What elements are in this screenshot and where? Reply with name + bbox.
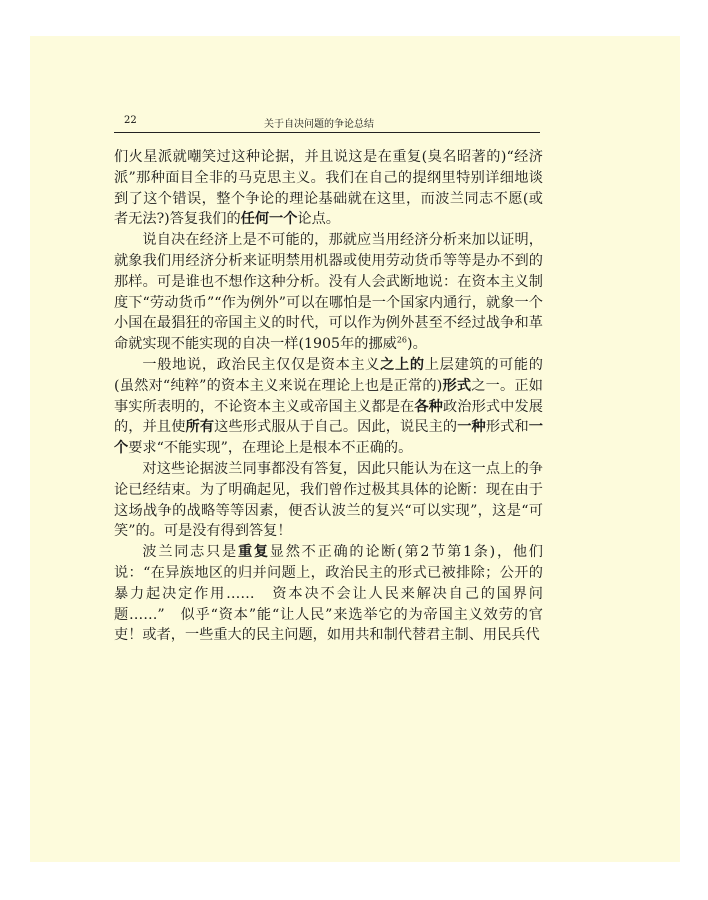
text-run: 一般地说，政治民主仅仅是资本主义 <box>142 356 381 373</box>
paragraph <box>114 355 543 459</box>
page-number: 22 <box>124 115 137 126</box>
page-header <box>114 112 540 133</box>
text-run: 形式和 <box>485 419 529 436</box>
text-run: 论点。 <box>297 211 340 228</box>
body-text <box>114 147 543 646</box>
text-run: 们火星派就嘲笑过这种论据，并且说这是在重复(臭名昭著的)“经济派”那种面目全非的马克思主义。我们在自己的提纲里特别详细地谈到了这个错误，整个争论的理论基础就在这里，而波兰同志不愿(或者无法?)答复我们的 <box>114 149 543 228</box>
text-run: 显然不正确的论断(第2节第1条)，他们说：“在异族地区的归并问题上，政治民主的形式已被排除；公开的暴力起决定作用…… 资本决不会让人民来解决自己的国界问题……” 似乎“资本”能“让人民”来选举它的为帝国主义效劳的官吏！或者，一些重大的民主问题，如用共和制代替君主制、用民兵代 <box>114 544 543 644</box>
paragraph <box>114 542 543 646</box>
emphasis-text: 一个 <box>114 419 543 457</box>
text-run: 说自决在经济上是不可能的，那就应当用经济分析来加以证明，就象我们用经济分析来证明禁用机器或使用劳动货币等等是办不到的那样。可是谁也不想作这种分析。没有人会武断地说：在资本主义制度下“劳动货币”“作为例外”可以在哪怕是一个国家内通行，就象一个小国在最猖狂的帝国主义的时代，可以作为例外甚至不经过战争和革命就实现不能实现的自决一样(1905年的挪威 <box>114 232 543 353</box>
text-run: 政治形式中发展的，并且使 <box>114 398 543 436</box>
running-title: 关于自决问题的争论总结 <box>264 119 374 130</box>
emphasis-text: 形式 <box>442 377 472 394</box>
emphasis-text: 所有 <box>185 419 215 436</box>
text-run: 这些形式服从于自己。因此，说民主的 <box>214 419 458 436</box>
paragraph <box>114 459 543 542</box>
paragraph <box>114 230 543 355</box>
emphasis-text: 之上的 <box>380 356 425 373</box>
text-run: 之一。正如事实所表明的，不论资本主义或帝国主义都是在 <box>114 377 543 415</box>
emphasis-text: 各种 <box>414 398 443 415</box>
emphasis-text: 一种 <box>457 419 486 436</box>
footnote-marker: 26 <box>396 335 408 345</box>
paragraph <box>114 147 543 230</box>
text-run: 要求“不能实现”，在理论上是根本不正确的。 <box>128 440 413 457</box>
text-run: 对这些论据波兰同事都没有答复，因此只能认为在这一点上的争论已经结束。为了明确起见，我们曾作过极其具体的论断：现在由于这场战争的战略等等因素，便否认波兰的复兴“可以实现”，这是“可笑”的。可是没有得到答复！ <box>114 460 543 540</box>
text-run: 波兰同志只是 <box>142 544 238 561</box>
emphasis-text: 重复 <box>237 544 270 561</box>
text-run: 上层建筑的可能的(虽然对“纯粹”的资本主义来说在理论上也是正常的) <box>114 356 543 394</box>
text-run: )。 <box>407 336 427 353</box>
emphasis-text: 任何一个 <box>240 211 298 228</box>
